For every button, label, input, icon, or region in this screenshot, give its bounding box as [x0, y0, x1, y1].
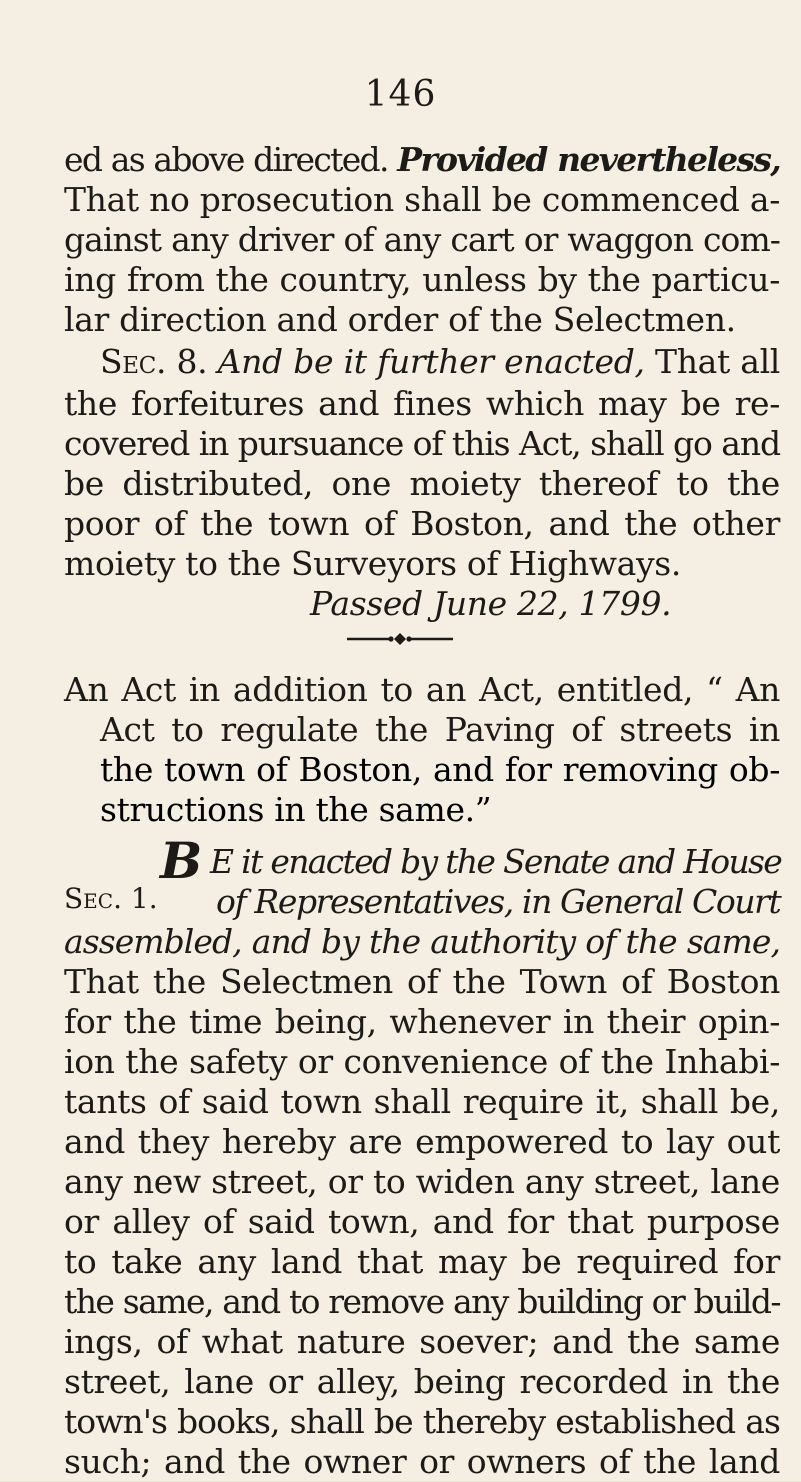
- act-title-line: structions in the same.”: [100, 790, 492, 829]
- body-line: the same, and to remove any building or build-: [64, 1282, 780, 1321]
- text-span: That all: [644, 342, 780, 381]
- text-line: poor of the town of Boston, and the other: [64, 504, 780, 543]
- text-line: moiety to the Surveyors of Highways.: [64, 544, 681, 583]
- body-line: That the Selectmen of the Town of Boston: [64, 962, 780, 1001]
- act-title-line: An Act in addition to an Act, entitled, “ An: [64, 670, 780, 709]
- body-line: such; and the owner or owners of the land: [64, 1442, 780, 1481]
- passed-date: Passed June 22, 1799.: [310, 584, 672, 623]
- text-span: and by the authority of the same,: [241, 922, 780, 961]
- body-line: or alley of said town, and for that purpose: [64, 1202, 780, 1241]
- enacting-clause-line: E it enacted by the Senate and House: [210, 842, 782, 881]
- body-line: ion the safety or convenience of the Inhabi-: [64, 1042, 780, 1081]
- drop-cap: B: [160, 831, 203, 890]
- section-8-line: [100, 342, 780, 382]
- text-span: assembled,: [64, 922, 242, 961]
- text-line: ing from the country, unless by the particu-: [64, 260, 780, 299]
- text-line: covered in pursuance of this Act, shall go and: [64, 424, 780, 463]
- page-number: 146: [364, 74, 437, 115]
- text-line: gainst any driver of any cart or waggon com-: [64, 220, 780, 259]
- section-8-label: Sec. 8.: [100, 342, 218, 381]
- body-line: ings, of what nature soever; and the same: [64, 1322, 780, 1361]
- proviso-phrase: Provided nevertheless,: [397, 140, 780, 179]
- text-line: lar direction and order of the Selectmen.: [64, 300, 736, 339]
- ornamental-rule: [345, 632, 455, 646]
- body-line: street, lane or alley, being recorded in the: [64, 1362, 780, 1401]
- enacting-clause-line: of Representatives, in General Court: [216, 882, 781, 921]
- text-line: the forfeitures and fines which may be re-: [64, 384, 780, 423]
- body-line: tants of said town shall require it, shall be,: [64, 1082, 780, 1121]
- body-line: to take any land that may be required for: [64, 1242, 780, 1281]
- act-title-line: Act to regulate the Paving of streets in: [100, 710, 780, 749]
- body-line: and they hereby are empowered to lay out: [64, 1122, 780, 1161]
- text-line: That no prosecution shall be commenced a-: [64, 180, 780, 219]
- text-line: [64, 140, 780, 180]
- text-span: ed as above directed.: [64, 140, 398, 179]
- body-line: any new street, or to widen any street, lane: [64, 1162, 780, 1201]
- body-line: town's books, shall be thereby established as: [64, 1402, 780, 1441]
- body-line: for the time being, whenever in their opin-: [64, 1002, 780, 1041]
- section-1-label: Sec. 1.: [64, 882, 158, 915]
- act-title-line: the town of Boston, and for removing ob-: [100, 750, 780, 789]
- text-line: be distributed, one moiety thereof to the: [64, 464, 780, 503]
- enacting-phrase: And be it further enacted,: [217, 342, 645, 381]
